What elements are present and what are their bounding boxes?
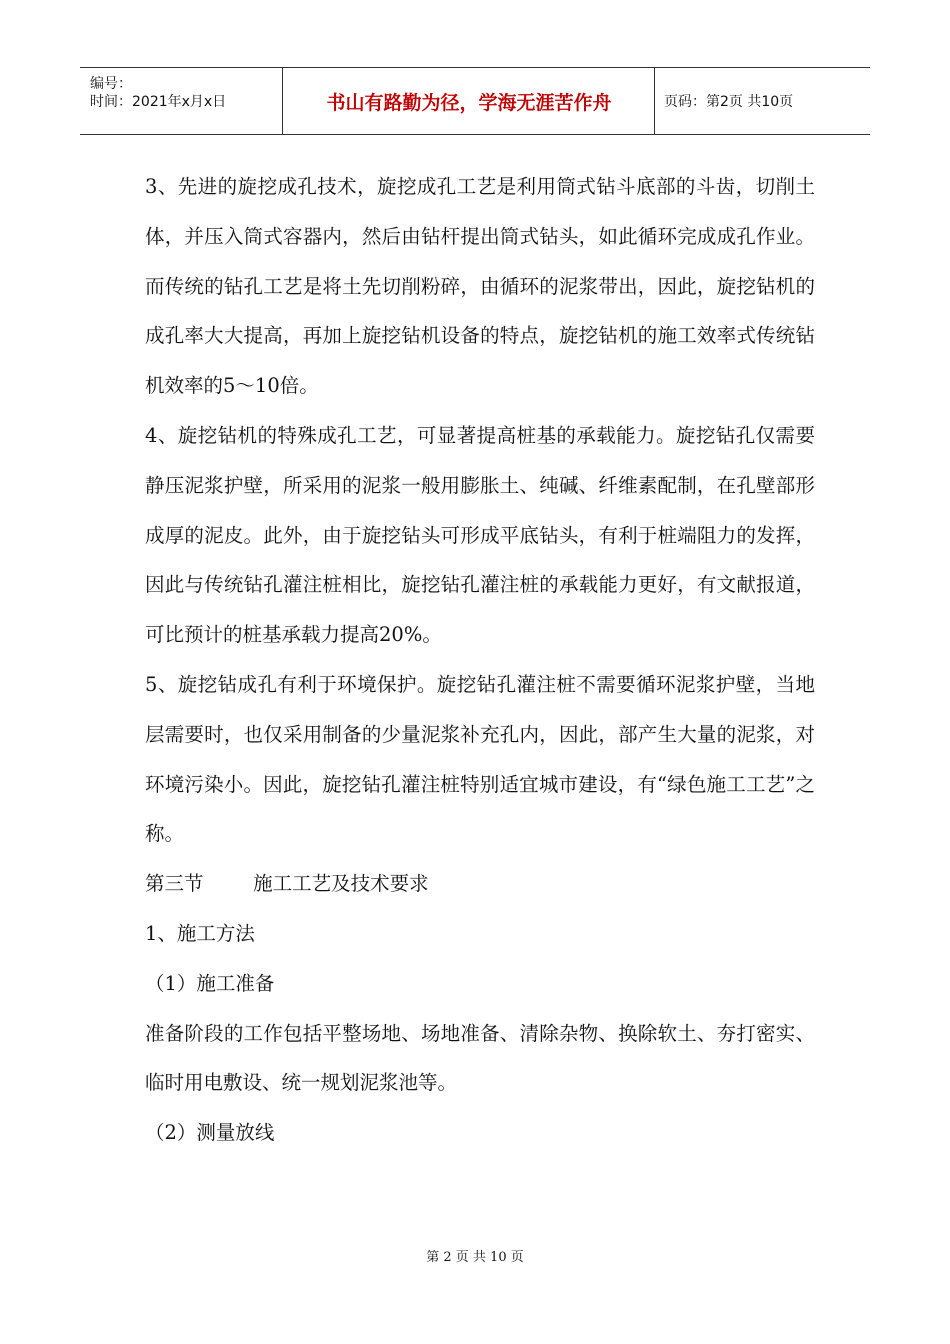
- paragraph-5: 5、旋挖钻成孔有利于环境保护。旋挖钻孔灌注桩不需要循环泥浆护壁，当地层需要时，也仅采用制备的少量泥浆补充孔内，因此，部产生大量的泥浆，对环境污染小。因此，旋挖钻孔灌注桩特别适宜城市建设，有“绿色施工工艺”之称。: [145, 672, 815, 846]
- subheading-preparation: （1）施工准备: [145, 971, 275, 995]
- header-divider-right: [654, 68, 655, 134]
- header-motto: 书山有路勤为径，学海无涯苦作舟: [326, 91, 612, 114]
- document-body: [145, 162, 815, 1158]
- subheading-construction-method: 1、施工方法: [145, 921, 255, 945]
- paragraph-3: 3、先进的旋挖成孔技术，旋挖成孔工艺是利用筒式钻斗底部的斗齿，切削土体，并压入筒式容器内，然后由钻杆提出筒式钻头，如此循环完成成孔作业。而传统的钻孔工艺是将土先切削粉碎，由循环的泥浆带出，因此，旋挖钻机的成孔率大大提高，再加上旋挖钻机设备的特点，旋挖钻机的施工效率式传统钻机效率的5～10倍。: [145, 175, 815, 398]
- number-label: 编号：: [90, 76, 132, 92]
- paragraph-4: 4、旋挖钻机的特殊成孔工艺，可显著提高桩基的承载能力。旋挖钻孔仅需要静压泥浆护壁，所采用的泥浆一般用膨胀土、纯碱、纤维素配制，在孔壁部形成厚的泥皮。此外，由于旋挖钻头可形成平底钻头，有利于桩端阻力的发挥，因此与传统钻孔灌注桩相比，旋挖钻孔灌注桩的承载能力更好，有文献报道，可比预计的桩基承载力提高20%。: [145, 423, 815, 647]
- section-heading: 第三节 施工工艺及技术要求: [145, 872, 429, 896]
- time-line: 时间：2021年x月x日: [90, 94, 227, 110]
- header-table: [80, 67, 870, 135]
- paragraph-preparation: 准备阶段的工作包括平整场地、场地准备、清除杂物、换除软土、夯打密实、临时用电敷设、统一规划泥浆池等。: [145, 1021, 815, 1095]
- page-footer: 第 2 页 共 10 页: [426, 1250, 524, 1265]
- subheading-survey: （2）测量放线: [145, 1121, 275, 1145]
- header-page-code: 页码：第2页 共10页: [664, 94, 794, 110]
- header-meta: [80, 68, 282, 134]
